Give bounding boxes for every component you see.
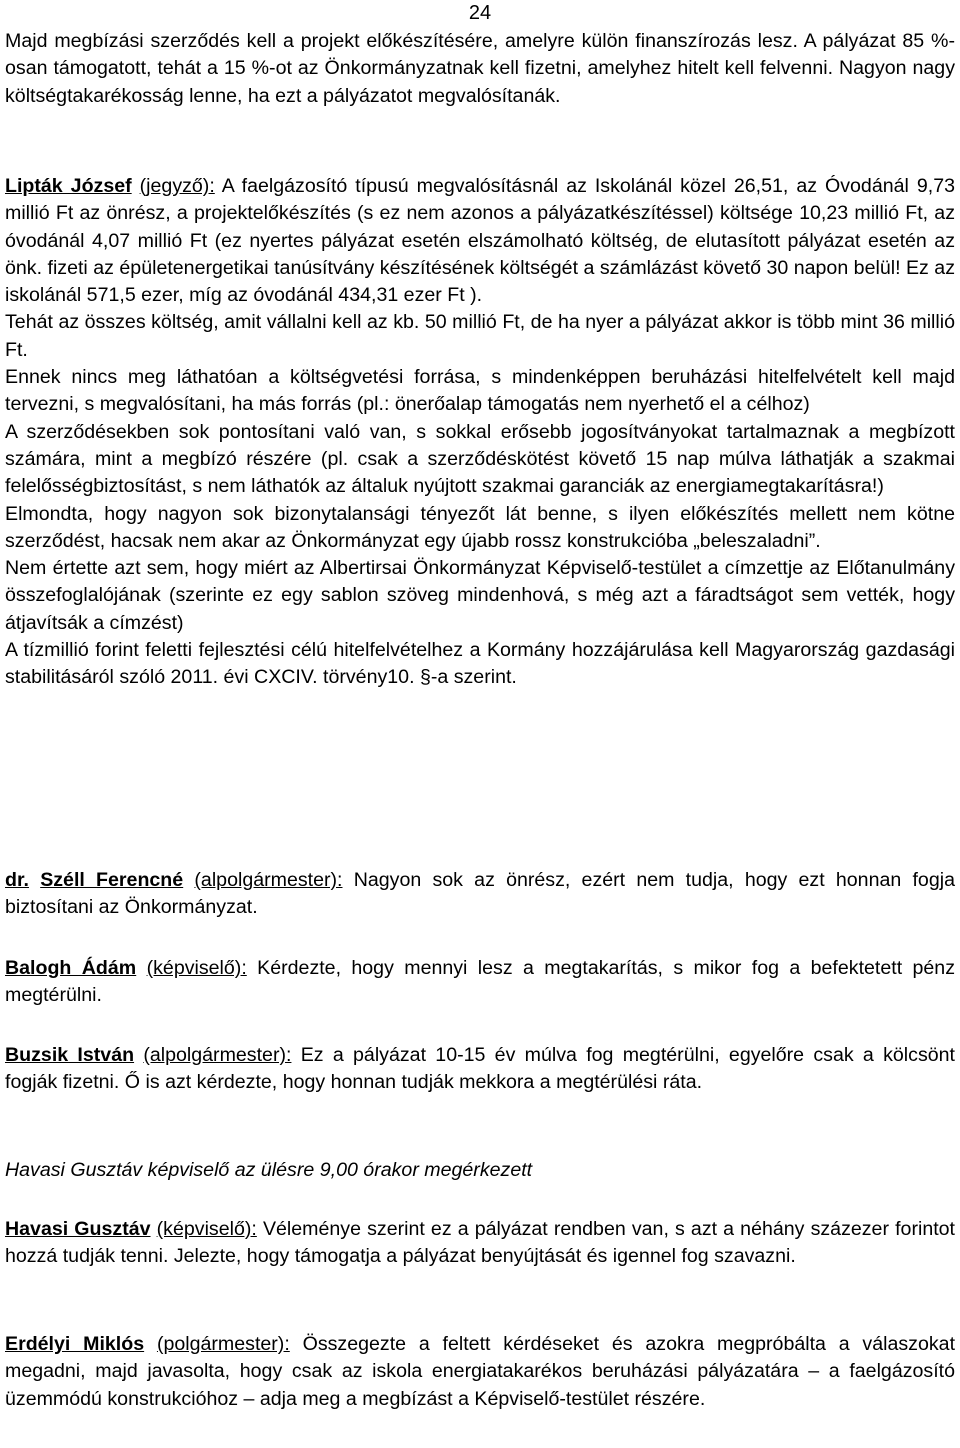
balogh-speech — [5, 955, 955, 1010]
speech-text: A faelgázosító típusú megvalósításnál az Iskolánál közel 26,51, az Óvodánál 9,73 millió Ft az önrész, a projektelőkészítés (s ez nem azonos a pályázatkészítéssel) költsége 10,23 millió Ft, az óvodánál 4,07 millió Ft (ez nyertes pályázat esetén elszámolható költség, de elutasított pályázat esetén az önk. fizeti az épületenergetikai tanúsítvány készítésének költségét a számlázást követő 30 napon belül! Ez az iskolánál 571,5 ezer, míg az óvodánál 434,31 ezer Ft ). — [5, 175, 955, 307]
speaker-title: dr. — [5, 869, 29, 891]
speaker-role: (képviselő): — [156, 1218, 257, 1240]
liptak-line-2: Tehát az összes költség, amit vállalni kell az kb. 50 millió Ft, de ha nyer a pályázat akkor is több mint 36 millió Ft. — [5, 311, 955, 361]
speech-text: Nagyon sok az önrész, ezért nem tudja, hogy ezt honnan fogja biztosítani az Önkormányzat. — [5, 869, 955, 919]
note-text: Havasi Gusztáv képviselő az ülésre 9,00 órakor megérkezett — [5, 1159, 533, 1181]
speaker-name: Erdélyi Miklós — [5, 1333, 145, 1355]
liptak-line-4: A szerződésekben sok pontosítani való van, s sokkal erősebb jogosítványokat tartalmaznak a megbízott számára, mint a megbízó részére (pl. csak a szerződéskötést követő 15 nap múlva láthatják a szakmai felelősségbiztosítást, s nem láthatók az általuk nyújtott szakmai garanciák az energiamegtakarításra!) — [5, 420, 955, 498]
liptak-line-5: Elmondta, hogy nagyon sok bizonytalansági tényezőt lát benne, s ilyen előkészítés mellett nem kötne szerződést, hacsak nem akar az Önkormányzat egy újabb rossz konstrukcióba „beleszaladni”. — [5, 502, 955, 552]
page-number: 24 — [468, 2, 492, 24]
liptak-speech — [5, 173, 955, 692]
speech-text: Véleménye szerint ez a pályázat rendben van, s azt a néhány százezer forintot hozzá tudják tenni. Jelezte, hogy támogatja a pályázat benyújtását és igennel fog szavazni. — [5, 1218, 955, 1268]
szell-speech — [5, 867, 955, 922]
speaker-role: (képviselő): — [146, 957, 247, 979]
arrival-note — [5, 1157, 955, 1184]
speech-text: Összegezte a feltett kérdéseket és azokra megpróbálta a válaszokat megadni, majd javasolta, hogy csak az iskola energiatakarékos beruházási pályázatára – a faelgázosító üzemmódú konstrukcióhoz – adja meg a megbízást a Képviselő-testület részére. — [5, 1333, 956, 1410]
buzsik-speech — [5, 1042, 955, 1097]
speaker-role: (polgármester): — [156, 1333, 290, 1355]
speaker-role: (alpolgármester): — [194, 869, 343, 891]
liptak-line-3: Ennek nincs meg láthatóan a költségvetési forrása, s mindenképpen beruházási hitelfelvételt kell majd tervezni, s megvalósítani, ha más forrás (pl.: önerőalap támogatás nem nyerhető el a célhoz) — [5, 366, 955, 416]
speaker-name: Balogh Ádám — [5, 957, 137, 979]
speech-text: Ez a pályázat 10-15 év múlva fog megtérülni, egyelőre csak a kölcsönt fogják fizetni. Ő is azt kérdezte, hogy honnan tudják mekkora a megtérülési ráta. — [5, 1044, 955, 1094]
havasi-speech — [5, 1216, 955, 1271]
speaker-name: Havasi Gusztáv — [5, 1218, 151, 1240]
speech-text: Kérdezte, hogy mennyi lesz a megtakarítás, s mikor fog a befektetett pénz megtérülni. — [5, 957, 955, 1007]
speaker-role: (alpolgármester): — [143, 1044, 292, 1066]
speaker-role: (jegyző): — [139, 175, 215, 197]
speaker-name: Széll Ferencné — [40, 869, 184, 891]
liptak-line-7: A tízmillió forint feletti fejlesztési célú hitelfelvételhez a Kormány hozzájárulása kell Magyarország gazdasági stabilitásáról szóló 2011. évi CXCIV. törvény10. §-a szerint. — [5, 639, 955, 689]
speaker-name: Buzsik István — [5, 1044, 135, 1066]
liptak-line-1 — [5, 173, 955, 309]
liptak-line-6: Nem értette azt sem, hogy miért az Albertirsai Önkormányzat Képviselő-testület a címzettje az Előtanulmány összefoglalójának (szerinte ez egy sablon szöveg mindenhová, s még azt a fáradtságot sem vették, hogy átjavítsák a címzést) — [5, 557, 955, 634]
speaker-name: Lipták József — [5, 175, 132, 197]
intro-paragraph: Majd megbízási szerződés kell a projekt előkészítésére, amelyre külön finanszírozás lesz. A pályázat 85 %-osan támogatott, tehát a 15 %-ot az Önkormányzatnak kell fizetni, amelyhez hitelt kell felvenni. Nagyon nagy költségtakarékosság lenne, ha ezt a pályázatot megvalósítanák. — [5, 30, 955, 107]
erdelyi-speech — [5, 1331, 955, 1413]
